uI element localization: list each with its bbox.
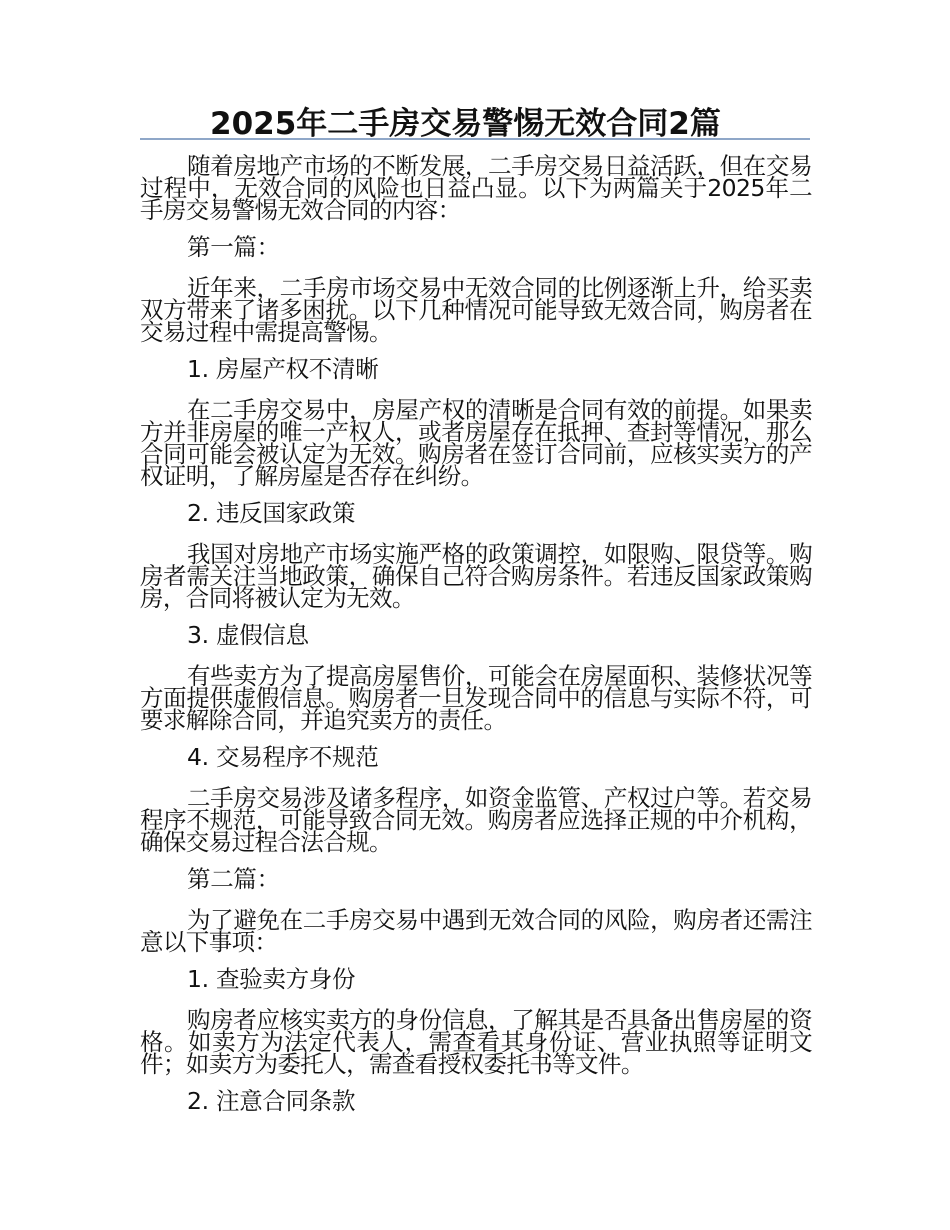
part2-lead-paragraph: 为了避免在二手房交易中遇到无效合同的风险，购房者还需注意以下事项： <box>140 906 812 956</box>
section-paragraph: 有些卖方为了提高房屋售价，可能会在房屋面积、装修状况等方面提供虚假信息。购房者一旦发现合同中的信息与实际不符，可要求解除合同，并追究卖方的责任。 <box>140 662 812 734</box>
section-heading: 1. 查验卖方身份 <box>187 965 356 993</box>
part1-lead-paragraph: 近年来，二手房市场交易中无效合同的比例逐渐上升，给买卖双方带来了诸多困扰。以下几种情况可能导致无效合同，购房者在交易过程中需提高警惕。 <box>140 274 812 346</box>
section-heading: 2. 注意合同条款 <box>187 1087 356 1115</box>
section-paragraph: 二手房交易涉及诸多程序，如资金监管、产权过户等。若交易程序不规范，可能导致合同无效。购房者应选择正规的中介机构，确保交易过程合法合规。 <box>140 784 812 856</box>
section-heading: 3. 虚假信息 <box>187 621 309 649</box>
title-underline <box>140 138 810 140</box>
section-heading: 4. 交易程序不规范 <box>187 743 379 771</box>
section-paragraph: 在二手房交易中，房屋产权的清晰是合同有效的前提。如果卖方并非房屋的唯一产权人，或者房屋存在抵押、查封等情况，那么合同可能会被认定为无效。购房者在签订合同前，应核实卖方的产权证明，了解房屋是否存在纠纷。 <box>140 396 812 490</box>
section-paragraph: 我国对房地产市场实施严格的政策调控，如限购、限贷等。购房者需关注当地政策，确保自己符合购房条件。若违反国家政策购房，合同将被认定为无效。 <box>140 540 812 612</box>
document-body <box>140 152 812 1115</box>
section-heading: 2. 违反国家政策 <box>187 499 356 527</box>
section-heading: 1. 房屋产权不清晰 <box>187 355 379 383</box>
intro-paragraph: 随着房地产市场的不断发展，二手房交易日益活跃，但在交易过程中，无效合同的风险也日益凸显。以下为两篇关于2025年二手房交易警惕无效合同的内容： <box>140 152 812 224</box>
document-title: 2025年二手房交易警惕无效合同2篇 <box>210 106 721 142</box>
section-paragraph: 购房者应核实卖方的身份信息，了解其是否具备出售房屋的资格。如卖方为法定代表人，需查看其身份证、营业执照等证明文件；如卖方为委托人，需查看授权委托书等文件。 <box>140 1006 812 1078</box>
part1-label: 第一篇： <box>187 233 280 261</box>
part2-label: 第二篇： <box>187 865 280 893</box>
